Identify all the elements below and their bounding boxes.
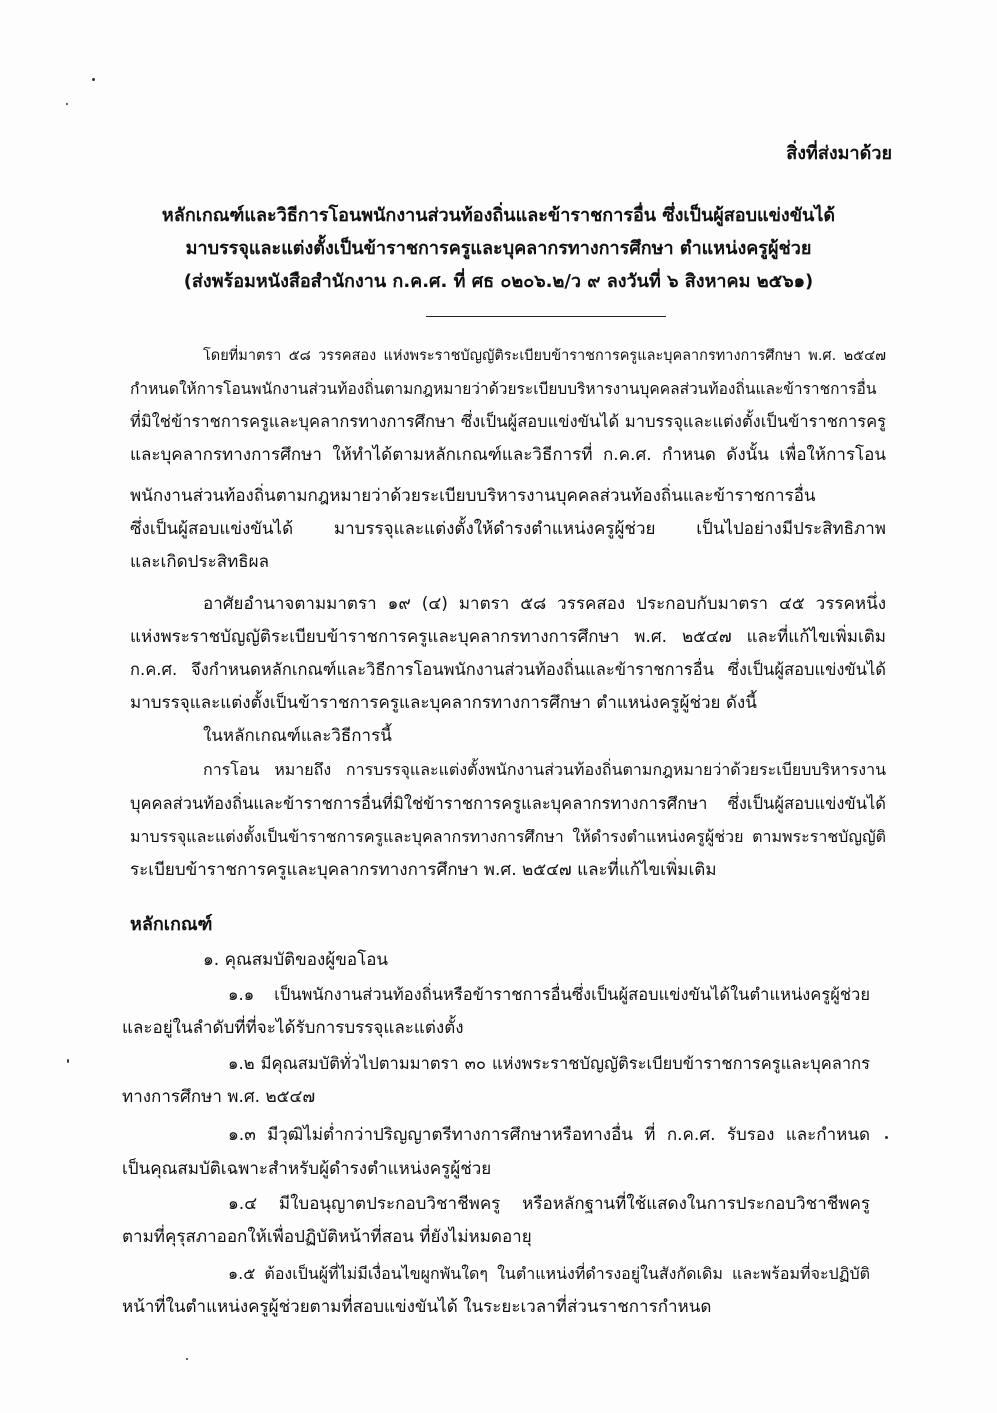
intro-line-3: ที่มิใช่ข้าราชการครูและบุคลากรทางการศึกษา ซึ่งเป็นผู้สอบแข่งขันได้ มาบรรจุและแต่งตั้งเป็นข้าราชการครู (130, 412, 886, 431)
scan-speck (67, 1059, 69, 1063)
authority-line-4: มาบรรจุและแต่งตั้งเป็นข้าราชการครูและบุคลากรทางการศึกษา ตำแหน่งครูผู้ช่วย ดังนี้ (130, 693, 757, 713)
intro-line-7: และเกิดประสิทธิผล (130, 552, 270, 572)
document-title-line-2: มาบรรจุและแต่งตั้งเป็นข้าราชการครูและบุคลากรทางการศึกษา ตำแหน่งครูผู้ช่วย (185, 238, 812, 259)
authority-line-1: อาศัยอำนาจตามมาตรา ๑๙ (๔) มาตรา ๕๘ วรรคสอง ประกอบกับมาตรา ๔๕ วรรคหนึ่ง (203, 594, 886, 614)
item-1-5-line-1: ๑.๕ ต้องเป็นผู้ที่ไม่มีเงื่อนไขผูกพันใดๆ ในตำแหน่งที่ดำรงอยู่ในสังกัดเดิม และพร้อมที่จะปฏิบัติ (228, 1264, 870, 1283)
scan-speck (92, 78, 95, 81)
item-1-5-line-2: หน้าที่ในตำแหน่งครูผู้ช่วยตามที่สอบแข่งขันได้ ในระยะเวลาที่ส่วนราชการกำหนด (122, 1297, 712, 1317)
attachment-label: สิ่งที่ส่งมาด้วย (786, 143, 892, 164)
title-underline (426, 316, 666, 317)
definition-line-4: ระเบียบข้าราชการครูและบุคลากรทางการศึกษา พ.ศ. ๒๕๔๗ และที่แก้ไขเพิ่มเติม (130, 860, 717, 880)
item-1-2-line-2: ทางการศึกษา พ.ศ. ๒๕๔๗ (122, 1087, 316, 1107)
item-1-4-line-1: ๑.๔ มีใบอนุญาตประกอบวิชาชีพครู หรือหลักฐานที่ใช้แสดงในการประกอบวิชาชีพครู (228, 1194, 870, 1214)
section-1-title: ๑. คุณสมบัติของผู้ขอโอน (203, 950, 389, 970)
item-1-2-line-1: ๑.๒ มีคุณสมบัติทั่วไปตามมาตรา ๓๐ แห่งพระราชบัญญัติระเบียบข้าราชการครูและบุคลากร (228, 1054, 870, 1073)
document-title-line-3: (ส่งพร้อมหนังสือสำนักงาน ก.ค.ศ. ที่ ศธ ๐๒๐๖.๒/ว ๙ ลงวันที่ ๖ สิงหาคม ๒๕๖๑) (183, 271, 814, 292)
intro-line-6: ซึ่งเป็นผู้สอบแข่งขันได้ มาบรรจุและแต่งตั้งให้ดำรงตำแหน่งครูผู้ช่วย เป็นไปอย่างมีประสิทธิภาพ (130, 519, 886, 539)
intro-line-2: กำหนดให้การโอนพนักงานส่วนท้องถิ่นตามกฎหมายว่าด้วยระเบียบบริหารงานบุคคลส่วนท้องถิ่นและข้าราชการอื่น (130, 380, 877, 398)
definition-line-3: มาบรรจุและแต่งตั้งเป็นข้าราชการครูและบุคลากรทางการศึกษา ให้ดำรงตำแหน่งครูผู้ช่วย ตามพระราชบัญญัติ (130, 827, 886, 846)
item-1-3-line-2: เป็นคุณสมบัติเฉพาะสำหรับผู้ดำรงตำแหน่งครูผู้ช่วย (122, 1159, 492, 1179)
item-1-3-line-1: ๑.๓ มีวุฒิไม่ต่ำกว่าปริญญาตรีทางการศึกษาหรือทางอื่น ที่ ก.ค.ศ. รับรอง และกำหนด (228, 1125, 870, 1145)
item-1-4-line-2: ตามที่คุรุสภาออกให้เพื่อปฏิบัติหน้าที่สอน ที่ยังไม่หมดอายุ (122, 1227, 532, 1247)
intro-line-4: และบุคลากรทางการศึกษา ให้ทำได้ตามหลักเกณฑ์และวิธีการที่ ก.ค.ศ. กำหนด ดังนั้น เพื่อให้การโอน (130, 445, 886, 465)
item-1-1-line-1: ๑.๑ เป็นพนักงานส่วนท้องถิ่นหรือข้าราชการอื่นซึ่งเป็นผู้สอบแข่งขันได้ในตำแหน่งครูผู้ช่วย (228, 985, 870, 1004)
criteria-heading: หลักเกณฑ์ (130, 914, 213, 935)
document-title-line-1: หลักเกณฑ์และวิธีการโอนพนักงานส่วนท้องถิ่นและข้าราชการอื่น ซึ่งเป็นผู้สอบแข่งขันได้ (161, 205, 836, 226)
intro-line-5: พนักงานส่วนท้องถิ่นตามกฎหมายว่าด้วยระเบียบบริหารงานบุคคลส่วนท้องถิ่นและข้าราชการอื่น (130, 486, 816, 506)
scan-speck (885, 1136, 888, 1139)
scan-speck (66, 103, 68, 105)
definition-line-1: การโอน หมายถึง การบรรจุและแต่งตั้งพนักงานส่วนท้องถิ่นตามกฎหมายว่าด้วยระเบียบบริหารงาน (203, 760, 886, 779)
item-1-1-line-2: และอยู่ในลำดับที่ที่จะได้รับการบรรจุและแต่งตั้ง (122, 1018, 464, 1038)
scan-speck (186, 1358, 188, 1360)
in-this-rule-text: ในหลักเกณฑ์และวิธีการนี้ (203, 726, 392, 746)
definition-line-2: บุคคลส่วนท้องถิ่นและข้าราชการอื่นที่มิใช่ข้าราชการครูและบุคลากรทางการศึกษา ซึ่งเป็นผู้สอบแข่งขันได้ (130, 794, 886, 813)
authority-line-3: ก.ค.ศ. จึงกำหนดหลักเกณฑ์และวิธีการโอนพนักงานส่วนท้องถิ่นและข้าราชการอื่น ซึ่งเป็นผู้สอบแข่งขันได้ (130, 660, 886, 679)
authority-line-2: แห่งพระราชบัญญัติระเบียบข้าราชการครูและบุคลากรทางการศึกษา พ.ศ. ๒๕๔๗ และที่แก้ไขเพิ่มเติม (130, 627, 886, 647)
intro-line-1: โดยที่มาตรา ๕๘ วรรคสอง แห่งพระราชบัญญัติระเบียบข้าราชการครูและบุคลากรทางการศึกษา พ.ศ. ๒๕๔๗ (203, 348, 886, 364)
